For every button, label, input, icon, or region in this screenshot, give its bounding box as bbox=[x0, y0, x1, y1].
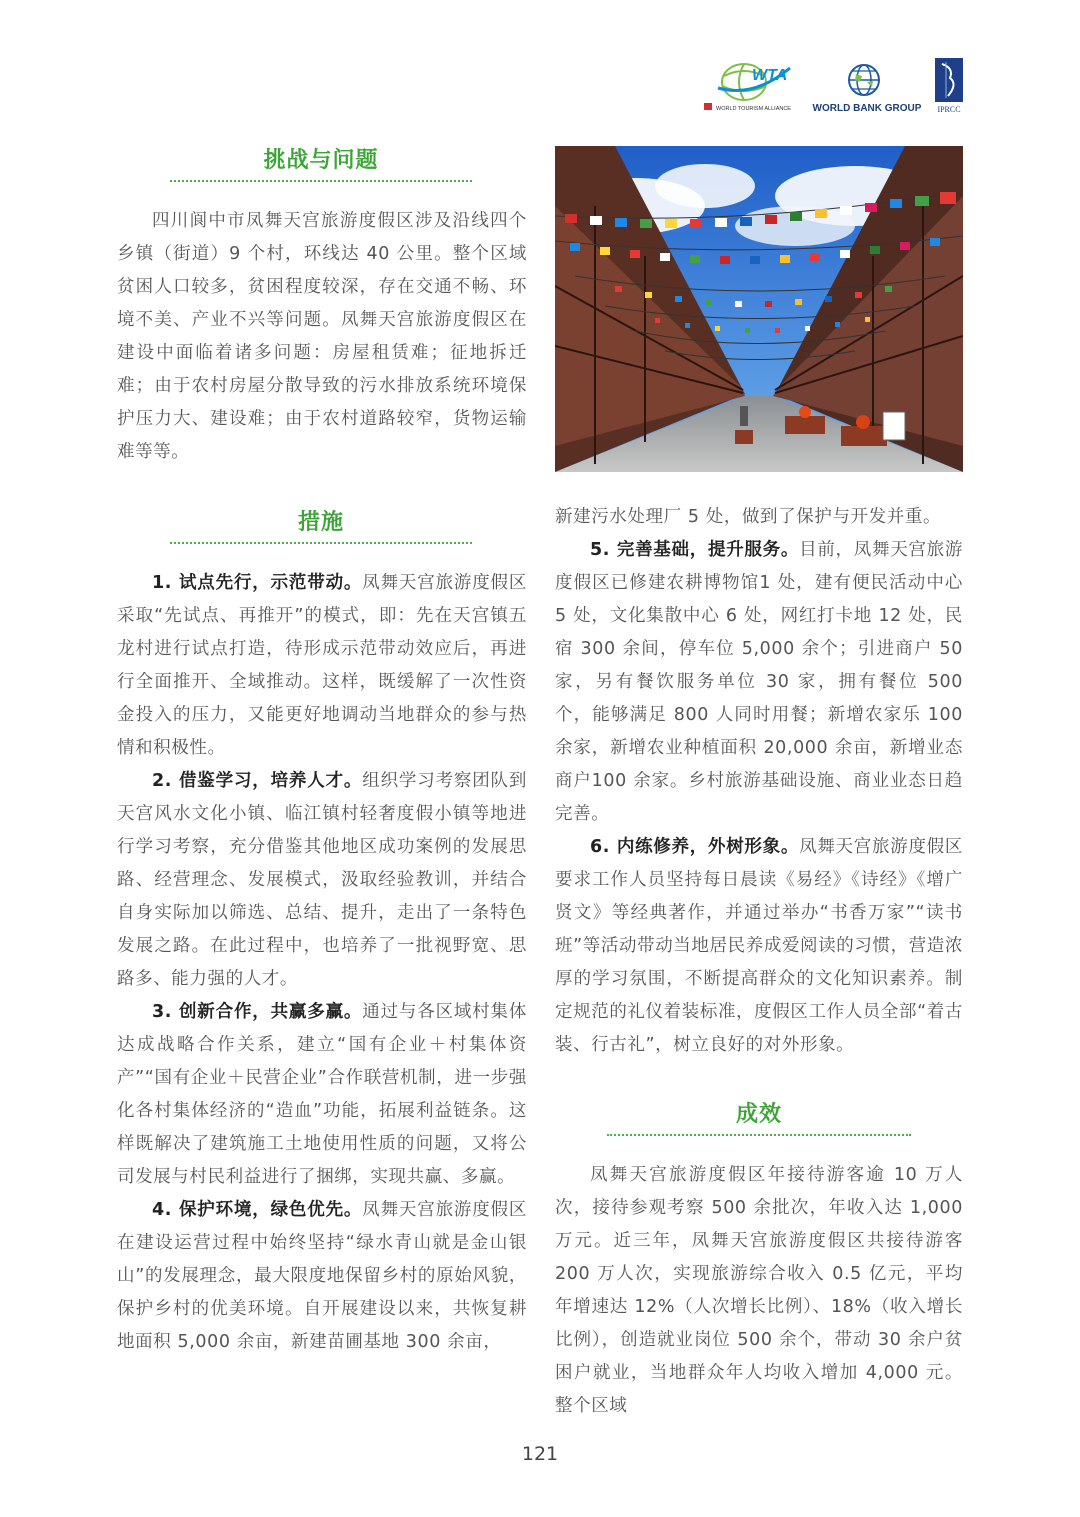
heading-divider bbox=[170, 180, 472, 182]
measures-heading: 措施 bbox=[297, 510, 344, 535]
iprcc-logo bbox=[932, 58, 966, 114]
challenges-text: 四川阆中市凤舞天宫旅游度假区涉及沿线四个乡镇（街道）9 个村，环线达 40 公里。整个区域贫困人口较多，贫困程度较深，存在交通不畅、环境不美、产业不兴等问题。凤舞天宫旅游度假区在建设中面临着诸多问题：房屋租赁难；征地拆迁难；由于农村房屋分散导致的污水排放系统环境保护压力大、建设难；由于农村道路较窄，货物运输难等等。 bbox=[117, 211, 527, 462]
measure-lead: 3. 创新合作，共赢多赢。 bbox=[152, 1002, 363, 1022]
measure-lead: 1. 试点先行，示范带动。 bbox=[152, 573, 363, 593]
measure-text: 凤舞天宫旅游度假区在建设运营过程中始终坚持“绿水青山就是金山银山”的发展理念，最大限度地保留乡村的原始风貌，保护乡村的优美环境。自开展建设以来，共恢复耕地面积 5,000 余亩，新建苗圃基地 300 余亩， bbox=[117, 1200, 527, 1352]
svg-text:WORLD BANK GROUP: WORLD BANK GROUP bbox=[812, 103, 922, 114]
heading-divider bbox=[170, 542, 472, 544]
measure-item bbox=[117, 765, 527, 996]
street-with-bunting-flags-photo bbox=[555, 146, 963, 472]
measure-item bbox=[117, 567, 527, 765]
measure-lead: 2. 借鉴学习，培养人才。 bbox=[152, 771, 363, 791]
heading-divider bbox=[607, 1134, 911, 1136]
measure-continuation: 新建污水处理厂 5 处，做到了保护与开发并重。 bbox=[555, 507, 942, 527]
results-heading: 成效 bbox=[735, 1102, 782, 1127]
svg-text:WTA: WTA bbox=[752, 67, 788, 84]
measure-lead: 4. 保护环境，绿色优先。 bbox=[152, 1200, 363, 1220]
partner-logos bbox=[704, 58, 964, 118]
measure-text: 组织学习考察团队到天宫风水文化小镇、临江镇村轻奢度假小镇等地进行学习考察，充分借鉴其他地区成功案例的发展思路、经营理念、发展模式，汲取经验教训，并结合自身实际加以筛选、总结、提升，走出了一条特色发展之路。在此过程中，也培养了一批视野宽、思路多、能力强的人才。 bbox=[117, 771, 527, 989]
measure-lead: 5. 完善基础，提升服务。 bbox=[590, 540, 800, 560]
measure-text: 目前，凤舞天宫旅游度假区已修建农耕博物馆1 处，建有便民活动中心 5 处，文化集散中心 6 处，网红打卡地 12 处，民宿 300 余间，停车位 5,000 余个；引进商户 50 家，另有餐饮服务单位 30 家，拥有餐位 500 个，能够满足 800 人同时用餐；新增农家乐 100 余家，新增农业种植面积 20,000 余亩，新增业态商户100 余家。乡村旅游基础设施、商业业态日趋完善。 bbox=[555, 540, 963, 824]
wta-logo bbox=[704, 58, 802, 114]
measure-item bbox=[555, 534, 963, 831]
results-text: 凤舞天宫旅游度假区年接待游客逾 10 万人次，接待参观考察 500 余批次，年收入达 1,000 万元。近三年，凤舞天宫旅游度假区共接待游客200 万人次，实现旅游综合收入 0.5 亿元，平均年增速达 12%（人次增长比例）、18%（收入增长比例），创造就业岗位 500 余个，带动 30 余户贫困户就业，当地群众年人均收入增加 4,000 元。整个区域 bbox=[555, 1165, 963, 1416]
measure-text: 凤舞天宫旅游度假区采取“先试点、再推开”的模式，即：先在天宫镇五龙村进行试点打造，待形成示范带动效应后，再进行全面推开、全域推动。这样，既缓解了一次性资金投入的压力，又能更好地调动当地群众的参与热情和积极性。 bbox=[117, 573, 527, 758]
measure-item bbox=[117, 1194, 527, 1359]
measures-right-column bbox=[555, 501, 963, 1062]
measures-left-column bbox=[117, 567, 527, 1359]
svg-text:IPRCC: IPRCC bbox=[937, 105, 961, 114]
measure-text: 通过与各区域村集体达成战略合作关系，建立“国有企业＋村集体资产”“国有企业＋民营企业”合作联营机制，进一步强化各村集体经济的“造血”功能，拓展利益链条。这样既解决了建筑施工土地使用性质的问题，又将公司发展与村民利益进行了捆绑，实现共赢、多赢。 bbox=[117, 1002, 527, 1187]
measure-item bbox=[117, 996, 527, 1194]
challenges-heading: 挑战与问题 bbox=[263, 148, 379, 173]
measure-item bbox=[555, 831, 963, 1062]
challenges-paragraph bbox=[117, 205, 527, 469]
world-bank-logo bbox=[812, 62, 922, 114]
measure-text: 凤舞天宫旅游度假区要求工作人员坚持每日晨读《易经》《诗经》《增广贤文》等经典著作，并通过举办“书香万家”“读书班”等活动带动当地居民养成爱阅读的习惯，营造浓厚的学习氛围，不断提高群众的文化知识素养。制定规范的礼仪着装标准，度假区工作人员全部“着古装、行古礼”，树立良好的对外形象。 bbox=[555, 837, 963, 1055]
svg-text:WORLD TOURISM ALLIANCE: WORLD TOURISM ALLIANCE bbox=[716, 106, 791, 112]
measure-lead: 6. 内练修养，外树形象。 bbox=[590, 837, 800, 857]
page-number: 121 bbox=[521, 1443, 559, 1465]
results-paragraph bbox=[555, 1159, 963, 1423]
